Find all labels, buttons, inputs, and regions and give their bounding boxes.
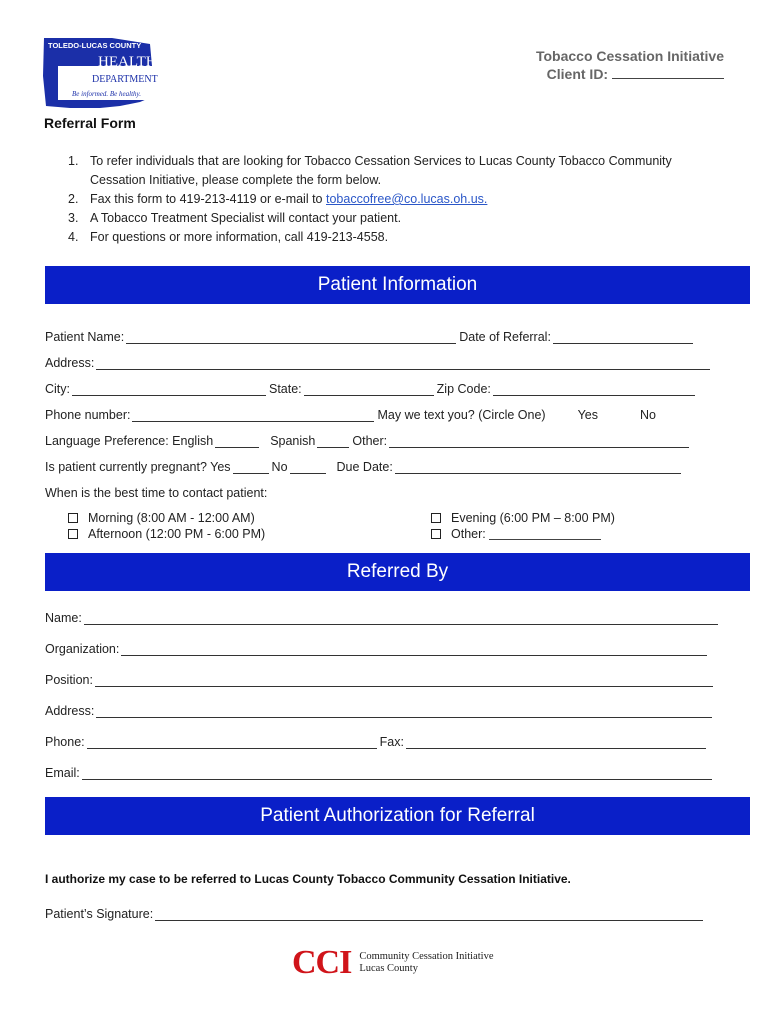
cci-mark: CCI xyxy=(292,944,352,981)
cci-logo xyxy=(292,946,494,980)
contact-time-label: When is the best time to contact patient: xyxy=(45,486,268,500)
pregnancy-row: Is patient currently pregnant? Yes No Due Date: xyxy=(45,456,684,474)
referrer-organization-field[interactable] xyxy=(121,642,707,656)
morning-checkbox[interactable] xyxy=(68,513,78,523)
spanish-field[interactable] xyxy=(317,434,349,448)
section-header-patient-information: Patient Information xyxy=(45,266,750,304)
text-yes-option[interactable]: Yes xyxy=(577,408,598,422)
evening-checkbox[interactable] xyxy=(431,513,441,523)
english-field[interactable] xyxy=(215,434,259,448)
email-link[interactable]: tobaccofree@co.lucas.oh.us. xyxy=(326,192,488,206)
referrer-phone-fax-row: Phone: Fax: xyxy=(45,731,709,749)
language-other-field[interactable] xyxy=(389,434,689,448)
section-header-authorization: Patient Authorization for Referral xyxy=(45,797,750,835)
state-field[interactable] xyxy=(304,382,434,396)
referrer-position-row: Position: xyxy=(45,669,716,687)
program-header xyxy=(536,47,724,83)
cci-subtitle: Community Cessation Initiative Lucas County xyxy=(359,951,494,974)
afternoon-option[interactable]: Afternoon (12:00 PM - 6:00 PM) xyxy=(68,526,265,542)
logo-tagline: Be informed. Be healthy. xyxy=(72,90,142,98)
patient-address-field[interactable] xyxy=(96,356,710,370)
ohio-map-logo-icon xyxy=(40,36,170,110)
logo-main-text: HEALTH xyxy=(98,54,157,70)
morning-option[interactable]: Morning (8:00 AM - 12:00 AM) xyxy=(68,510,255,526)
referrer-organization-row: Organization: xyxy=(45,638,710,656)
due-date-field[interactable] xyxy=(395,460,681,474)
section-header-referred-by: Referred By xyxy=(45,553,750,591)
referrer-address-field[interactable] xyxy=(96,704,712,718)
other-time-checkbox[interactable] xyxy=(431,529,441,539)
referrer-phone-field[interactable] xyxy=(87,735,377,749)
other-time-option[interactable]: Other: xyxy=(431,526,601,542)
signature-row: Patient’s Signature: xyxy=(45,903,706,921)
patient-name-field[interactable] xyxy=(126,330,456,344)
pregnant-no-field[interactable] xyxy=(290,460,326,474)
logo-sub-text: DEPARTMENT xyxy=(92,74,158,85)
phone-row: Phone number: May we text you? (Circle One) Yes No xyxy=(45,408,656,422)
text-no-option[interactable]: No xyxy=(640,408,656,422)
referrer-position-field[interactable] xyxy=(95,673,713,687)
zip-code-field[interactable] xyxy=(493,382,695,396)
referrer-name-row: Name: xyxy=(45,607,721,625)
client-id-row xyxy=(536,65,724,83)
afternoon-checkbox[interactable] xyxy=(68,529,78,539)
referrer-address-row: Address: xyxy=(45,700,715,718)
instruction-item: 1. To refer individuals that are looking for Tobacco Cessation Services to Lucas County Tobacco Community Cessation Initiative, please complete the form below. xyxy=(68,154,672,187)
patient-name-row: Patient Name: Date of Referral: xyxy=(45,326,696,344)
referrer-email-field[interactable] xyxy=(82,766,712,780)
patient-signature-field[interactable] xyxy=(155,907,703,921)
pregnant-yes-field[interactable] xyxy=(233,460,269,474)
referrer-email-row: Email: xyxy=(45,762,715,780)
patient-address-row: Address: xyxy=(45,352,713,370)
other-time-field[interactable] xyxy=(489,528,601,540)
instruction-item: 4. For questions or more information, call 419-213-4558. xyxy=(68,230,389,244)
referrer-name-field[interactable] xyxy=(84,611,718,625)
patient-phone-field[interactable] xyxy=(132,408,374,422)
instruction-item: 2. Fax this form to 419-213-4119 or e-mail to tobaccofree@co.lucas.oh.us. xyxy=(68,192,488,206)
health-department-logo xyxy=(40,36,170,110)
program-title: Tobacco Cessation Initiative xyxy=(535,48,724,64)
referrer-fax-field[interactable] xyxy=(406,735,706,749)
form-title: Referral Form xyxy=(44,115,136,131)
client-id-label: Client ID: xyxy=(546,66,609,82)
date-of-referral-field[interactable] xyxy=(553,330,693,344)
instructions-list xyxy=(68,152,708,247)
evening-option[interactable]: Evening (6:00 PM – 8:00 PM) xyxy=(431,510,615,526)
city-state-zip-row: City: State: Zip Code: xyxy=(45,378,698,396)
city-field[interactable] xyxy=(72,382,266,396)
instruction-item: 3. A Tobacco Treatment Specialist will contact your patient. xyxy=(68,211,402,225)
language-row: Language Preference: English Spanish Other: xyxy=(45,430,692,448)
client-id-field[interactable] xyxy=(612,67,724,79)
logo-top-text: TOLEDO-LUCAS COUNTY xyxy=(48,41,142,50)
authorization-statement: I authorize my case to be referred to Lucas County Tobacco Community Cessation Initiative. xyxy=(45,872,571,886)
